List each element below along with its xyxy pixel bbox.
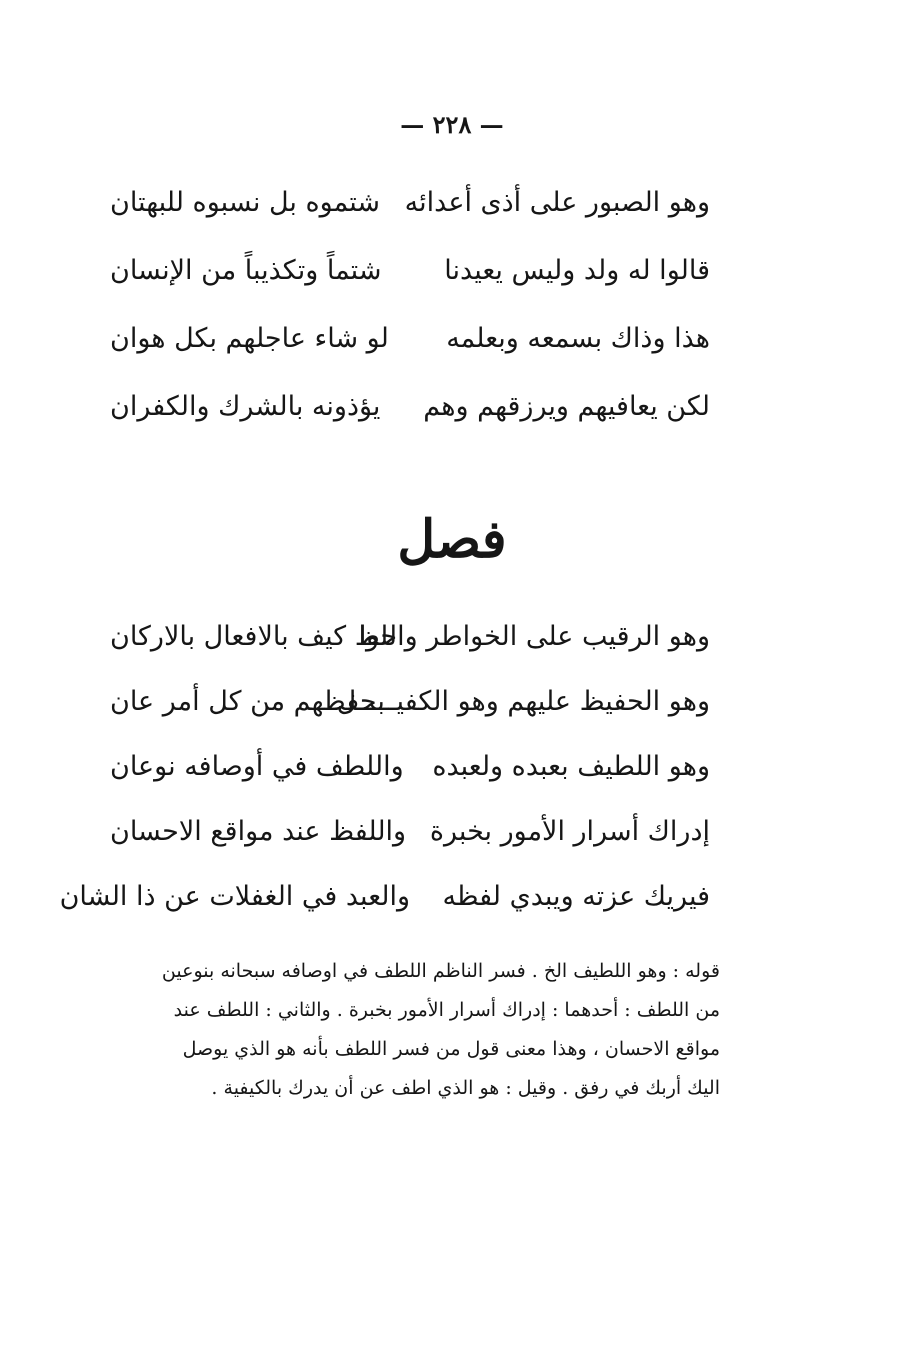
verse — [110, 612, 710, 677]
verse-second-hemistich: والعبد في الغفلات عن ذا الشان — [59, 881, 410, 912]
verse-second-hemistich: شتموه بل نسبوه للبهتان — [110, 187, 380, 218]
commentary-line: من اللطف : أحدهما : إدراك أسرار الأمور بخبرة . والثاني : اللطف عند — [173, 999, 720, 1021]
verse-second-hemistich: واللطف في أوصافه نوعان — [110, 751, 404, 782]
verse — [59, 872, 710, 937]
verse-first-hemistich: وهو الرقيب على الخواطر واللوا — [358, 621, 710, 652]
verse-first-hemistich: إدراك أسرار الأمور بخبرة — [429, 816, 710, 847]
verse — [110, 742, 710, 807]
verse-first-hemistich: لكن يعافيهم ويرزقهم وهم — [423, 391, 710, 422]
commentary-line: مواقع الاحسان ، وهذا معنى قول من فسر اللطف بأنه هو الذي يوصل — [182, 1038, 720, 1060]
section-heading: فصل — [397, 509, 507, 570]
verse-first-hemistich: هذا وذاك بسمعه وبعلمه — [446, 323, 710, 354]
verse-second-hemistich: يؤذونه بالشرك والكفران — [110, 391, 381, 422]
verse — [110, 246, 710, 314]
poem-top — [110, 178, 710, 450]
verse-first-hemistich: وهو اللطيف بعبده ولعبده — [432, 751, 710, 782]
verse — [110, 677, 710, 742]
page-number: — ٢٢٨ — — [400, 110, 504, 139]
verse-second-hemistich: بحفظهم من كل أمر عان — [110, 686, 385, 717]
verse-first-hemistich: وهو الصبور على أذى أعدائه — [404, 187, 710, 218]
verse — [110, 178, 710, 246]
verse-second-hemistich: حظ كيف بالافعال بالاركان — [110, 621, 398, 652]
verse-second-hemistich: واللفظ عند مواقع الاحسان — [110, 816, 407, 847]
verse-second-hemistich: لو شاء عاجلهم بكل هوان — [110, 323, 389, 354]
verse — [110, 807, 710, 872]
verse — [110, 314, 710, 382]
verse-first-hemistich: قالوا له ولد وليس يعيدنا — [444, 255, 710, 286]
poem-bottom — [59, 612, 710, 937]
verse — [110, 382, 710, 450]
commentary-line: قوله : وهو اللطيف الخ . فسر الناظم اللطف في اوصافه سبحانه بنوعين — [161, 960, 720, 982]
verse-second-hemistich: شتماً وتكذيباً من الإنسان — [110, 255, 382, 286]
commentary — [108, 952, 720, 1108]
verse-first-hemistich: وهو الحفيظ عليهم وهو الكفيـــــل — [336, 686, 710, 717]
verse-first-hemistich: فيريك عزته ويبدي لفظه — [442, 881, 710, 912]
commentary-line: اليك أربك في رفق . وقيل : هو الذي اطف عن أن يدرك بالكيفية . — [211, 1077, 720, 1099]
